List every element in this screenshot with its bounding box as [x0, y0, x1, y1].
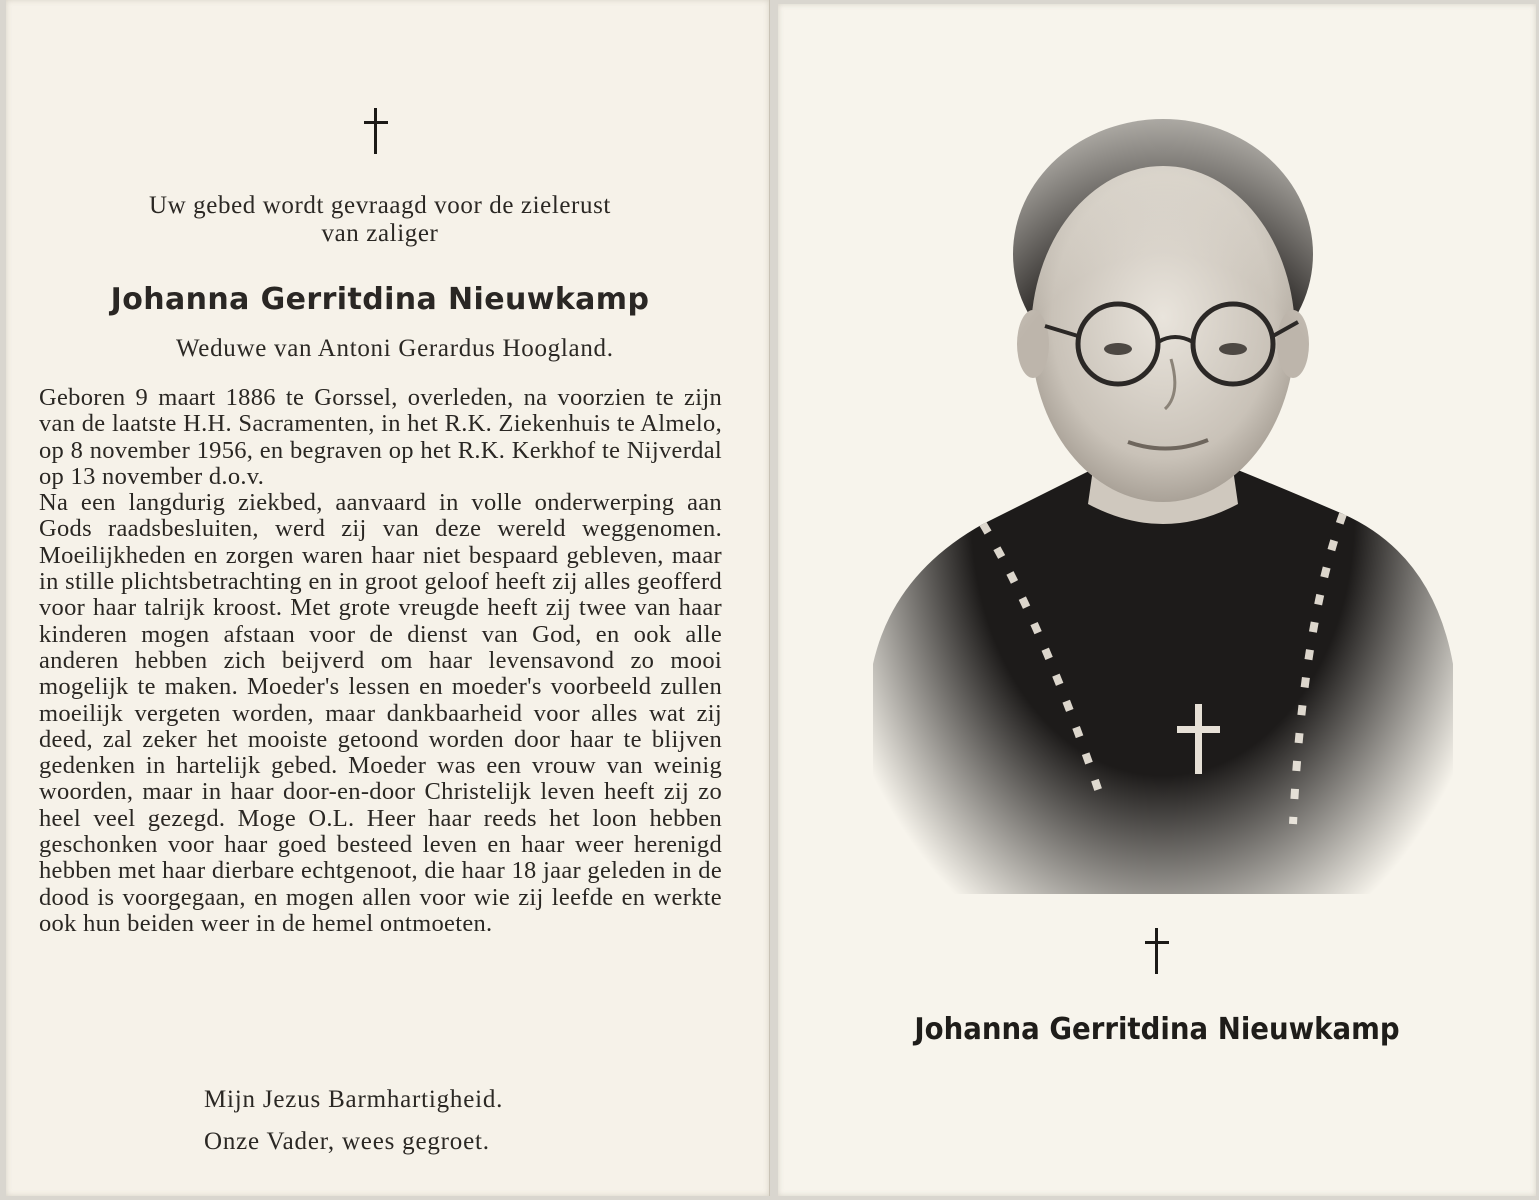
cross-icon-right	[1144, 928, 1170, 974]
prayer-line-2: van zaliger	[321, 220, 439, 247]
biography-paragraph-1: Geboren 9 maart 1886 te Gorssel, overleden, na voorzien te zijn van de laatste H.H. Sacramenten, in het R.K. Ziekenhuis te Almelo, op 8 november 1956, en begraven op het R.K. Kerkhof te Nijverdal op 13 november d.o.v.	[39, 384, 722, 490]
portrait-photo	[873, 104, 1453, 894]
biography-paragraph-2: Na een langdurig ziekbed, aanvaard in volle onderwerping aan Gods raadsbesluiten, werd zij van deze wereld weggenomen. Moeilijkheden en zorgen waren haar niet bespaard gebleven, maar in stille plichtsbetrachting en in groot geloof heeft zij alles geofferd voor haar talrijk kroost. Met grote vreugde heeft zij twee van haar kinderen mogen afstaan voor de dienst van God, en ook alle anderen hebben zich beijverd om haar levensavond zo mooi mogelijk te maken. Moeder's lessen en moeder's voorbeeld zullen moeilijk vergeten worden, maar dankbaarheid voor alles wat zij deed, zal zeker het mooiste getoond worden door haar te blijven gedenken in hartelijk gebed. Moeder was een vrouw van weinig woorden, maar in haar door-en-door Christelijk leven heeft zij zo heel veel gezegd. Moge O.L. Heer haar reeds het loon hebben geschonken voor haar goed besteed leven en haar weer herenigd hebben met haar dierbare echtgenoot, die haar 18 jaar geleden in de dood is voorgegaan, en mogen allen voor wie zij leefde en werkte ook hun beiden weer in de hemel ontmoeten.	[39, 489, 722, 937]
widow-of-line: Weduwe van Antoni Gerardus Hoogland.	[176, 335, 614, 362]
ejaculation-2: Onze Vader, wees gegroet.	[204, 1128, 490, 1155]
ejaculation-1: Mijn Jezus Barmhartigheid.	[204, 1086, 504, 1113]
deceased-name: Johanna Gerritdina Nieuwkamp	[110, 282, 650, 317]
memorial-card-text-side	[6, 0, 770, 1196]
biography	[39, 385, 722, 937]
prayer-request	[46, 192, 714, 248]
prayer-line-1: Uw gebed wordt gevraagd voor de zielerust	[149, 192, 611, 219]
deceased-name-caption: Johanna Gerritdina Nieuwkamp	[914, 1012, 1400, 1047]
memorial-card-photo-side	[778, 4, 1536, 1196]
portrait-image	[873, 104, 1453, 894]
cross-icon	[363, 108, 389, 154]
